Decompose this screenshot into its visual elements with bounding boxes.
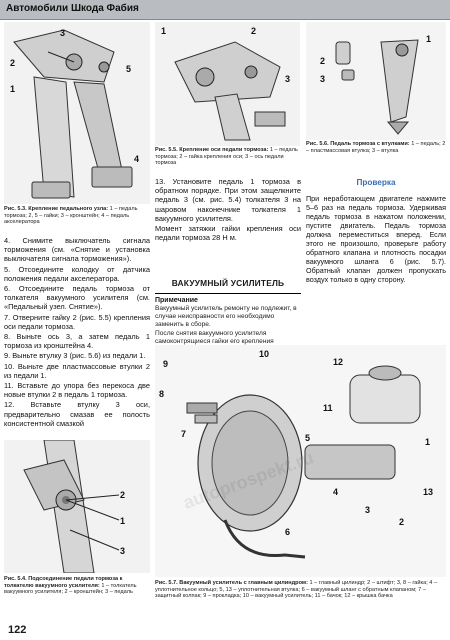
caption-lead: Рис. 5.5. Крепление оси педали тормоза: xyxy=(155,147,269,153)
callout-3: 3 xyxy=(320,74,326,84)
caption-body: 1 – главный цилиндр; 2 – штифт; 3, 8 – гайка; 4 – уплотнительное кольцо; 5, 13 – уплотнительная втулка; 6 – вакуумный шланг с обратным клапаном; 7 – защитный колпак; 9 – прокладка; 10 – вакуумный усилитель; 11 – бачок; 12 – крышка бачка xyxy=(155,580,438,600)
callout-3: 3 xyxy=(285,74,291,84)
callout-9: 9 xyxy=(163,359,169,369)
callout-1: 1 xyxy=(426,34,432,44)
section-title-vacuum-booster: ВАКУУМНЫЙ УСИЛИТЕЛЬ xyxy=(171,278,285,288)
callout-3: 3 xyxy=(365,505,371,515)
pedal-with-bushings-illustration xyxy=(306,22,446,140)
step-9: 9. Выньте втулку 3 (рис. 5.6) из педали 1. xyxy=(4,351,146,361)
note-text-2: После снятия вакуумного усилителя самоконтрящиеся гайки его крепления xyxy=(155,329,274,345)
callout-11: 11 xyxy=(323,403,333,413)
figure-5-4 xyxy=(4,440,150,573)
caption-fig-5-6 xyxy=(306,141,446,154)
step-11: 11. Вставьте до упора без перекоса две новые втулки 2 в педаль 1 тормоза. xyxy=(4,381,150,400)
callout-8: 8 xyxy=(159,389,165,399)
section-title-check: Проверка xyxy=(356,178,396,187)
caption-fig-5-4 xyxy=(4,576,150,596)
step-6: 6. Отсоедините педаль тормоза от толкателя вакуумного усилителя (см. «Педальный узел. Снятие»). xyxy=(4,284,150,312)
callout-10: 10 xyxy=(259,349,270,359)
left-column-text xyxy=(4,236,150,429)
callout-1: 1 xyxy=(161,26,167,36)
right-column-text: При неработающем двигателе нажмите 5–6 раз на педаль тормоза. Удерживая педаль тормоза в нажатом положении, пустите двигатель. Педаль тормоза должна переместиться вперед. Если этого не произошло, проверьте работу обратного клапана и плотность посадки вакуумного шланга 6 (рис. 5.7). Обратный клапан должен пропускать воздух только в одну сторону. xyxy=(306,194,446,284)
divider-top xyxy=(155,293,301,294)
figure-5-5 xyxy=(155,22,300,146)
caption-fig-5-5 xyxy=(155,147,301,167)
pedal-axis-illustration xyxy=(155,22,300,146)
caption-lead: Рис. 5.3. Крепление педального узла: xyxy=(4,206,109,212)
callout-5: 5 xyxy=(126,64,132,74)
caption-lead: Рис. 5.7. Вакуумный усилитель с главным цилиндром: xyxy=(155,580,308,586)
caption-lead: Рис. 5.4. Подсоединение педали тормоза к толкателю вакуумного усилителя: xyxy=(4,576,123,589)
figure-5-3 xyxy=(4,22,150,204)
pushrod-connection-illustration xyxy=(4,440,150,573)
note-title: Примечание xyxy=(155,297,198,304)
callout-4: 4 xyxy=(134,154,140,164)
callout-2: 2 xyxy=(399,517,405,527)
callout-1: 1 xyxy=(120,516,126,526)
pedal-assembly-illustration xyxy=(4,22,150,204)
callout-13: 13 xyxy=(423,487,434,497)
callout-5: 5 xyxy=(305,433,311,443)
callout-1: 1 xyxy=(10,84,16,94)
step-7: 7. Отверните гайку 2 (рис. 5.5) крепления оси педали тормоза. xyxy=(4,312,150,331)
caption-body: 1 – толкатель вакуумного усилителя; 2 – кронштейн; 3 – педаль xyxy=(4,582,137,596)
caption-fig-5-7 xyxy=(155,580,446,600)
step-8: 8. Выньте ось 3, а затем педаль 1 тормоза из кронштейна 4. xyxy=(4,332,150,351)
step-12: 12. Вставьте втулку 3 оси, предварительно смазав ее полость консистентной смазкой xyxy=(4,400,150,428)
callout-3: 3 xyxy=(120,546,126,556)
caption-body: 1 – педаль тормоза; 2 – гайка крепления оси; 3 – ось педали тормоза xyxy=(155,147,298,167)
caption-fig-5-3 xyxy=(4,206,150,226)
callout-6: 6 xyxy=(285,527,291,537)
caption-body: 1 – педаль; 2 – пластмассовая втулка; 3 – втулка xyxy=(306,141,446,154)
header-title: Автомобили Шкода Фабия xyxy=(6,3,139,14)
callout-4: 4 xyxy=(333,487,339,497)
caption-lead: Рис. 5.6. Педаль тормоза с втулками: xyxy=(306,141,410,147)
watermark: autoprospekt.ru xyxy=(180,447,317,513)
callout-2: 2 xyxy=(10,58,16,68)
callout-7: 7 xyxy=(181,429,187,439)
callout-1: 1 xyxy=(425,437,431,447)
callout-2: 2 xyxy=(251,26,257,36)
page-number: 122 xyxy=(8,624,27,636)
torque-note: Момент затяжки гайки крепления оси педали тормоза 28 Н м. xyxy=(155,224,301,243)
caption-body: 1 – педаль тормоза; 2, 5 – гайки; 3 – кронштейн; 4 – педаль акселератора xyxy=(4,206,138,226)
callout-2: 2 xyxy=(320,56,326,66)
step-4: 4. Снимите выключатель сигнала торможения (см. «Снятие и установка выключателя сигнала торможения»). xyxy=(4,236,150,264)
note-text-1: Вакуумный усилитель ремонту не подлежит, в случае неисправности его необходимо заменить в сборе. xyxy=(155,305,297,329)
page-header xyxy=(0,0,450,20)
step-10: 10. Выньте две пластмассовые втулки 2 из педали 1. xyxy=(4,361,150,380)
callout-12: 12 xyxy=(333,357,344,367)
step-13: 13. Установите педаль 1 тормоза в обратном порядке. При этом защелкните педаль 3 (см. рис. 5.4) толкателя 3 на шаровом наконечнике толкателя 1 вакуумного усилителя. xyxy=(155,177,301,223)
figure-5-6 xyxy=(306,22,446,140)
step-5: 5. Отсоедините колодку от датчика положения педали акселератора. xyxy=(4,264,150,283)
callout-3: 3 xyxy=(60,28,66,38)
callout-2: 2 xyxy=(120,490,126,500)
middle-column-text xyxy=(155,177,301,243)
